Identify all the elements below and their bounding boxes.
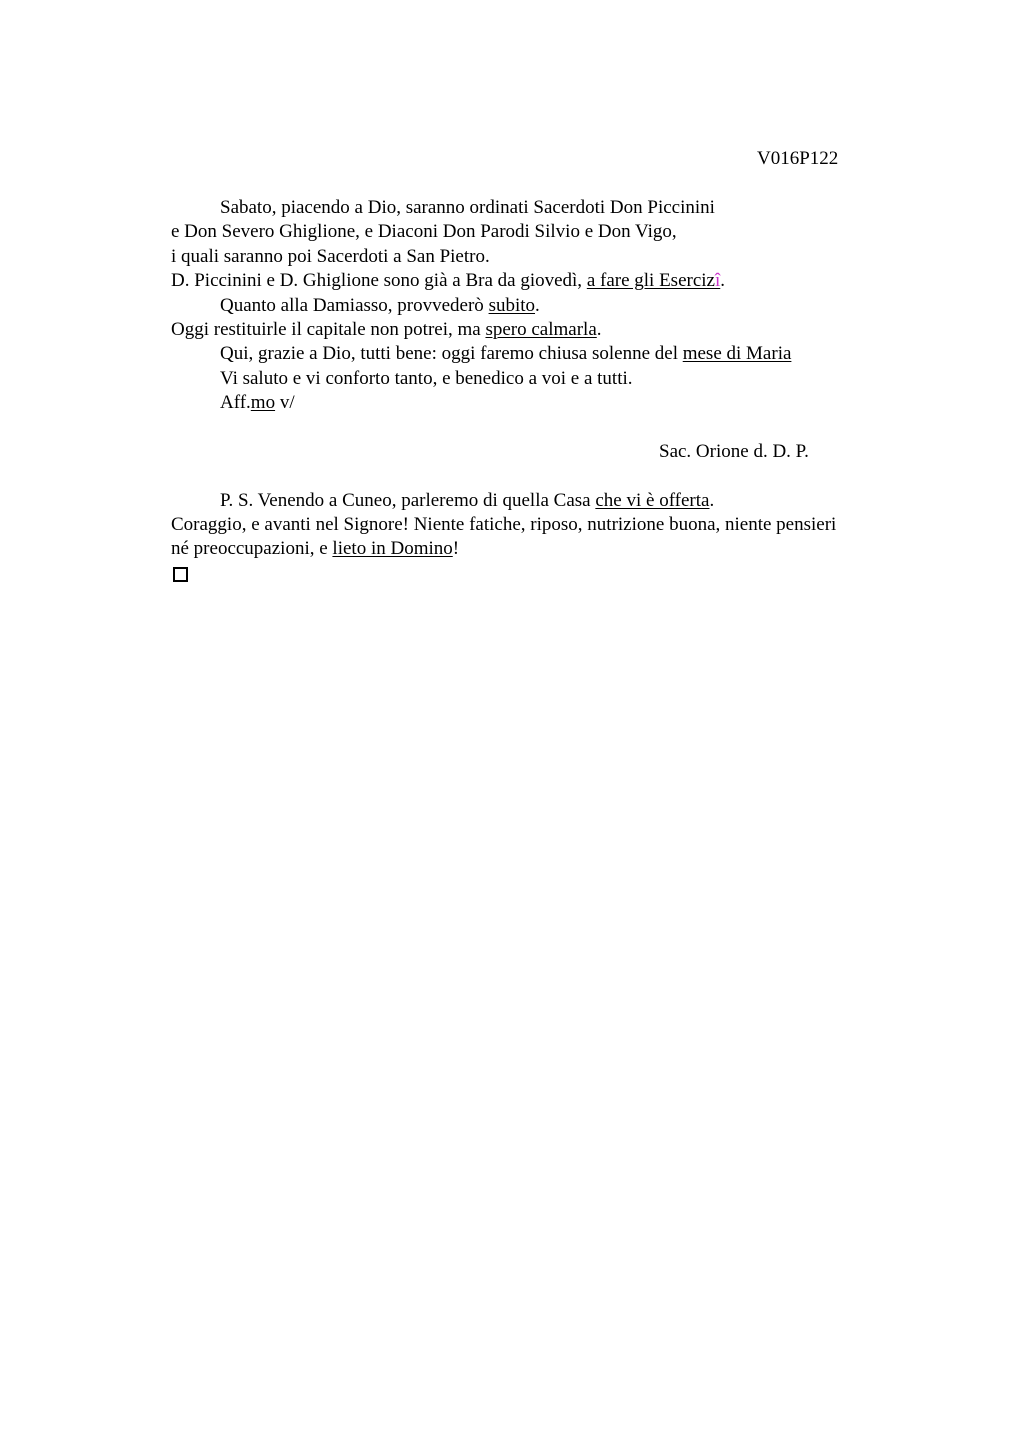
text-line-8: Vi saluto e vi conforto tanto, e benedico a voi e a tutti. [220,367,633,389]
text-segment: . [709,489,715,511]
underlined-text: che vi è offerta [595,489,710,511]
text-line-6 [171,318,911,342]
underlined-text [587,270,720,291]
text-segment: . [720,270,726,292]
postscript-line-3 [171,537,911,561]
text-segment: a fare gli Eserciz [586,270,715,292]
underlined-text: subito [488,294,536,316]
text-segment: P. S. Venendo a Cuneo, parleremo di quella Casa [220,489,596,511]
underlined-text: mo [250,392,276,414]
text-segment: ! [452,538,460,560]
square-marker-icon [173,567,188,582]
text-line-1: Sabato, piacendo a Dio, saranno ordinati Sacerdoti Don Piccinini [220,197,715,218]
letter-body [171,196,911,586]
postscript-line-2: Coraggio, e avanti nel Signore! Niente fatiche, riposo, nutrizione buona, niente pensieri [171,514,837,536]
text-line-5 [171,294,911,318]
text-segment: Oggi restituirle il capitale non potrei, ma [171,318,486,340]
text-segment: Aff. [220,392,251,414]
text-segment: v/ [275,392,295,414]
postscript-line-1 [171,489,911,513]
text-segment: . [596,318,602,340]
marked-character: î [714,270,721,292]
document-reference: V016P122 [757,148,839,169]
underlined-text: spero calmarla [485,318,597,340]
spacer [171,464,911,488]
text-segment: Qui, grazie a Dio, tutti bene: oggi faremo chiusa solenne del [220,343,683,365]
text-segment: D. Piccinini e D. Ghiglione sono già a Bra da giovedì, [171,270,587,292]
signature: Sac. Orione d. D. P. [659,440,809,462]
text-line-4 [171,269,911,293]
text-segment: né preoccupazioni, e [171,538,333,560]
text-segment: . [535,294,540,316]
text-line-9 [171,391,911,415]
text-line-3: i quali saranno poi Sacerdoti a San Pietro. [171,245,490,267]
text-segment: Quanto alla Damiasso, provvederò [220,294,489,316]
underlined-text: mese di Maria [682,343,792,365]
text-line-2: e Don Severo Ghiglione, e Diaconi Don Parodi Silvio e Don Vigo, [171,221,677,243]
text-line-7 [171,342,911,366]
underlined-text: lieto in Domino [332,538,453,560]
spacer [171,416,911,440]
end-marker-row [171,562,911,586]
